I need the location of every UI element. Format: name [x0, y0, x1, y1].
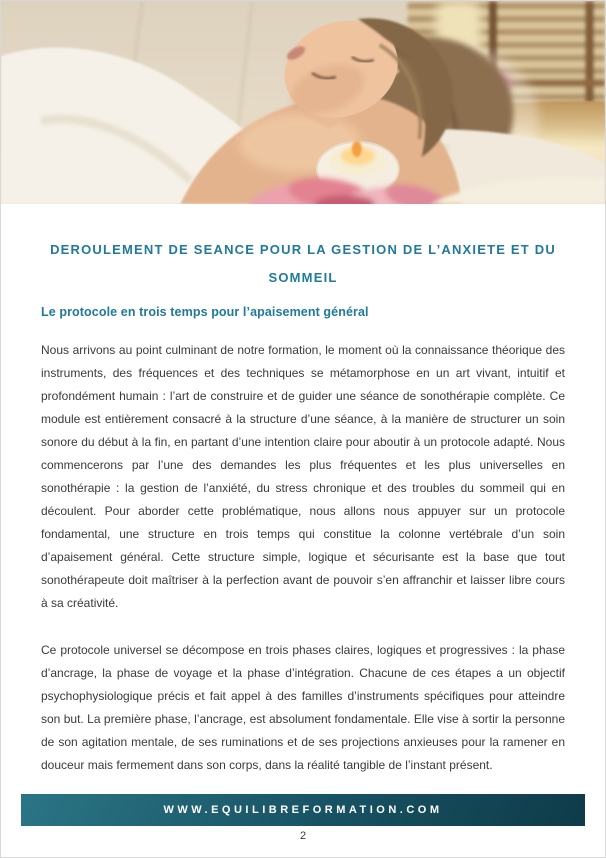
hero-image	[1, 1, 605, 204]
paragraph-1: Nous arrivons au point culminant de notre formation, le moment où la connaissance théorique des instruments, des fréquences et des techniques se métamorphose en un art vivant, intuitif et profondément humain : l’art de construire et de guider une séance de sonothérapie complète. Ce module est entièrement consacré à la structure d’une séance, à la manière de structurer un soin sonore du début à la fin, en partant d’une intention claire pour aboutir à un protocole adapté. Nous commencerons par l’une des demandes les plus fréquentes et les plus universelles en sonothérapie : la gestion de l’anxiété, du stress chronique et des troubles du sommeil qui en découlent. Pour aborder cette problématique, nous allons nous appuyer sur un protocole fondamental, une structure en trois temps qui constitue la colonne vertébrale d’un soin d’apaisement général. Cette structure simple, logique et sécurisante est la base que tout sonothérapeute doit maîtriser à la perfection avant de pouvoir s’en affranchir et laisser libre cours à sa créativité.	[41, 343, 565, 610]
paragraph-2: Ce protocole universel se décompose en trois phases claires, logiques et progressives : la phase d’ancrage, la phase de voyage et la phase d’intégration. Chacune de ces étapes a un objectif psychophysiologique précis et fait appel à des familles d’instruments spécifiques pour atteindre son but. La première phase, l’ancrage, est absolument fondamentale. Elle vise à sortir la personne de son agitation mentale, de ses ruminations et de ses projections anxieuses pour la ramener en douceur mais fermement dans son corps, dans la réalité tangible de l’instant présent.	[41, 643, 565, 772]
website-link[interactable]: WWW.EQUILIBREFORMATION.COM	[163, 804, 443, 816]
page-number: 2	[299, 830, 307, 842]
page-title: DEROULEMENT DE SEANCE POUR LA GESTION DE L’ANXIETE ET DU SOMMEIL	[50, 242, 556, 285]
footer-bar	[21, 794, 585, 826]
section-heading: Le protocole en trois temps pour l’apaisement général	[41, 305, 369, 319]
page-body	[1, 236, 605, 777]
